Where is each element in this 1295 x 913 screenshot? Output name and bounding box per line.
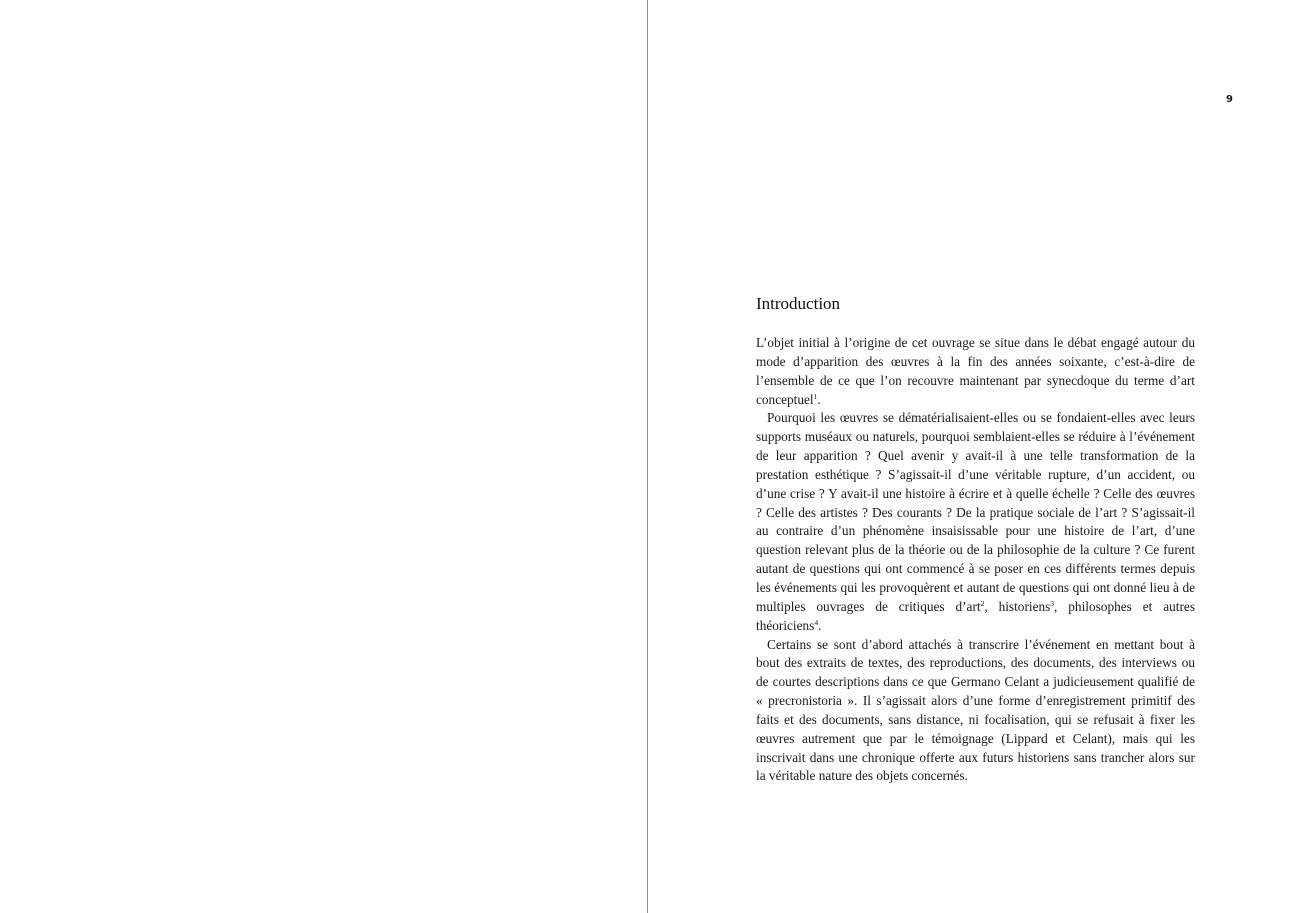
- paragraph-text: , philosophes et autres théoriciens: [756, 598, 1195, 633]
- footnote-marker: 2: [980, 598, 985, 608]
- chapter-text-block: [756, 292, 1195, 786]
- page-number: 9: [1226, 94, 1233, 105]
- paragraph-text: .: [817, 391, 821, 407]
- chapter-title: Introduction: [756, 294, 841, 313]
- footnote-marker: 1: [813, 391, 818, 401]
- paragraph-text: Pourquoi les œuvres se dématérialisaient-elles ou se fondaient-elles avec leurs supports muséaux ou naturels, pourquoi semblaient-elles se réduire à l’événement de leur apparition ? Quel avenir y avait-il à une telle transformation de la prestation esthétique ? S’agissait-il d’une véritable rupture, d’un accident, ou d’une crise ? Y avait-il une histoire à écrire et à quelle échelle ? Celle des œuvres ? Celle des artistes ? Des courants ? De la pratique sociale de l’art ? S’agissait-il au contraire d’un phénomène insaisissable pour une histoire de l’art, d’une question relevant plus de la théorie ou de la philosophie de la culture ? Ce furent autant de questions qui ont commencé à se poser en ces différents termes depuis les événements qui les provoquèrent et autant de questions qui ont donné lieu à de multiples ouvrages de critiques d’art: [756, 410, 1195, 614]
- left-page-blank: [0, 0, 647, 913]
- paragraph-1: [756, 334, 1195, 409]
- right-page: [648, 0, 1295, 913]
- paragraph-text: , historiens: [984, 598, 1051, 614]
- paragraph-text: L’objet initial à l’origine de cet ouvrage se situe dans le débat engagé autour du mode d’apparition des œuvres à la fin des années soixante, c’est-à-dire de l’ensemble de ce que l’on recouvre maintenant par synecdoque du terme d’art conceptuel: [756, 335, 1195, 407]
- paragraph-3: [756, 636, 1195, 787]
- chapter-body: [756, 334, 1195, 786]
- paragraph-text: Certains se sont d’abord attachés à transcrire l’événement en mettant bout à bout des extraits de textes, des reproductions, des documents, des interviews ou de courtes descriptions dans ce que Germano Celant a judicieusement qualifié de « precronistoria ». Il s’agissait alors d’une forme d’enregistrement primitif des faits et des documents, sans distance, ni focalisation, qui se refusait à fixer les œuvres autrement que par le témoignage (Lippard et Celant), mais qui les inscrivait dans une chronique offerte aux futurs historiens sans trancher alors sur la véritable nature des objets concernés.: [756, 636, 1195, 784]
- paragraph-text: .: [818, 617, 822, 633]
- footnote-marker: 4: [814, 617, 819, 627]
- footnote-marker: 3: [1050, 598, 1055, 608]
- paragraph-2: [756, 409, 1195, 635]
